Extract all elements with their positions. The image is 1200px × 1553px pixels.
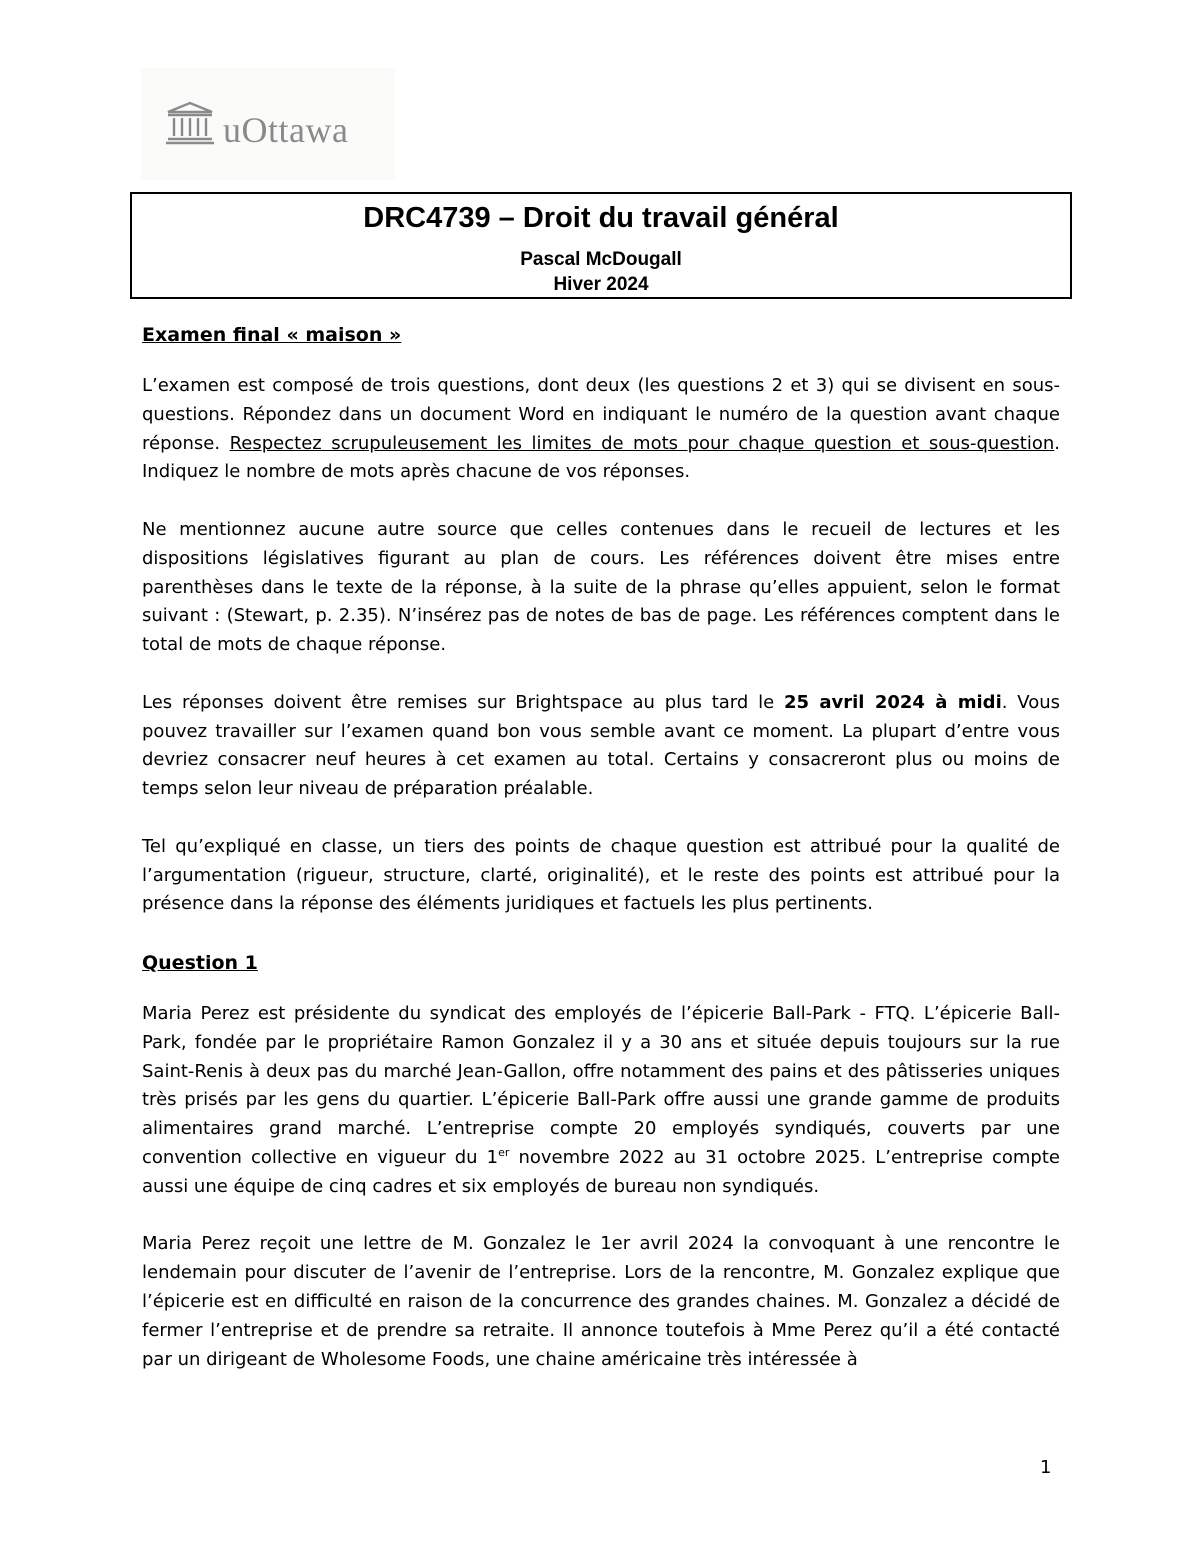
instructions-text: . Vous pouvez travailler sur l’examen quand bon vous semble avant ce moment. La plupart d’entre vous devriez consacrer neuf heures à cet examen au total. Certains y consacreront plus ou moins de temps selon leur niveau de préparation préalable. xyxy=(142,691,1060,800)
instructions-paragraph-1 xyxy=(142,372,1060,487)
logo-text: uOttawa xyxy=(223,110,349,150)
instructions-paragraph-2: Ne mentionnez aucune autre source que celles contenues dans le recueil de lectures et les dispositions législatives figurant au plan de cours. Les références doivent être mises entre parenthèses dans le texte de la réponse, à la suite de la phrase qu’elles appuient, selon le format suivant : (Stewart, p. 2.35). N’insérez pas de notes de bas de page. Les références comptent dans le total de mots de chaque réponse. xyxy=(142,518,1060,656)
instructions-text: Les réponses doivent être remises sur Brightspace au plus tard le xyxy=(142,691,784,713)
instructions-paragraph-3 xyxy=(142,689,1060,804)
question-1-paragraph-2: Maria Perez reçoit une lettre de M. Gonzalez le 1er avril 2024 la convoquant à une rencontre le lendemain pour discuter de l’avenir de l’entreprise. Lors de la rencontre, M. Gonzalez explique que l’épicerie est en difficulté en raison de la concurrence des grandes chaines. M. Gonzalez a décidé de fermer l’entreprise et de prendre sa retraite. Il annonce toutefois à Mme Perez qu’il a été contacté par un dirigeant de Wholesome Foods, une chaine américaine très intéressée à xyxy=(142,1233,1060,1370)
exam-heading: Examen final « maison » xyxy=(142,324,402,346)
word-limit-notice: Respectez scrupuleusement les limites de mots pour chaque question et sous-question xyxy=(229,432,1055,454)
instructions-text: . Indiquez le nombre de mots après chacune de vos réponses. xyxy=(142,432,1061,483)
instructions-text: L’examen est composé de trois questions, dont deux (les questions 2 et 3) qui se divisent en sous-questions. Répondez dans un document Word en indiquant le numéro de la question avant chaque réponse. xyxy=(142,375,1060,454)
instructions-paragraph-4: Tel qu’expliqué en classe, un tiers des points de chaque question est attribué pour la qualité de l’argumentation (rigueur, structure, clarté, originalité), et le reste des points est attribué pour la présence dans la réponse des éléments juridiques et factuels les plus pertinents. xyxy=(142,835,1060,915)
ordinal-superscript: er xyxy=(498,1145,510,1159)
logo xyxy=(141,68,395,180)
university-building-icon xyxy=(165,100,215,146)
question-1-heading: Question 1 xyxy=(142,951,258,974)
question-text: novembre 2022 au 31 octobre 2025. L’entreprise compte aussi une équipe de cinq cadres et six employés de bureau non syndiqués. xyxy=(142,1146,1060,1197)
course-title: DRC4739 – Droit du travail général xyxy=(363,202,839,234)
page-number: 1 xyxy=(1040,1457,1052,1478)
question-1-paragraph-1 xyxy=(142,1000,1060,1202)
question-text: Maria Perez est présidente du syndicat des employés de l’épicerie Ball-Park - FTQ. L’épicerie Ball-Park, fondée par le propriétaire Ramon Gonzalez il y a 30 ans et située depuis toujours sur la rue Saint-Renis à deux pas du marché Jean-Gallon, offre notamment des pains et des pâtisseries uniques très prisés par les gens du quartier. L’épicerie Ball-Park offre aussi une grande gamme de produits alimentaires grand marché. L’entreprise compte 20 employés syndiqués, couverts par une convention collective en vigueur du 1 xyxy=(142,1002,1060,1168)
course-header-box xyxy=(130,192,1072,299)
term: Hiver 2024 xyxy=(553,274,649,295)
professor-name: Pascal McDougall xyxy=(520,249,682,270)
deadline: 25 avril 2024 à midi xyxy=(783,691,1002,713)
document-body xyxy=(142,320,1060,1374)
